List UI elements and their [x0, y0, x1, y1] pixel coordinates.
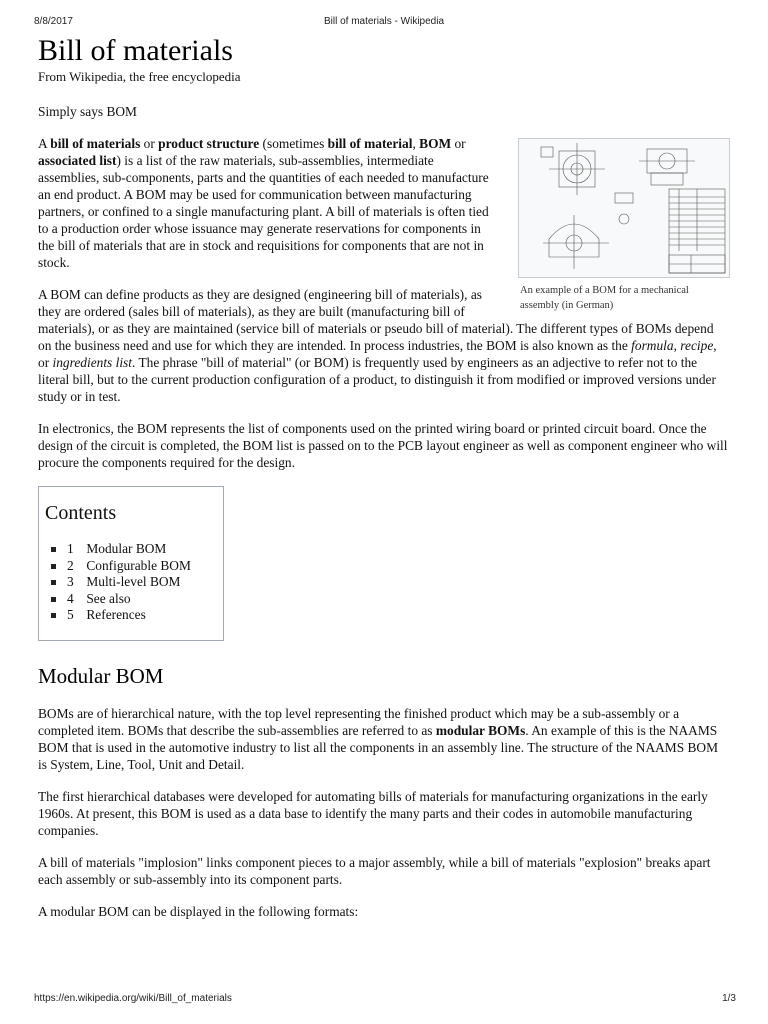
- print-footer: [0, 993, 768, 1007]
- print-url: https://en.wikipedia.org/wiki/Bill_of_materials: [34, 993, 232, 1004]
- print-header: [0, 16, 768, 30]
- intro-paragraph-2: A BOM can define products as they are designed (engineering bill of materials), as they are ordered (sales bill of materials), as they are built (manufacturing bill of materials), or as they are maintained (service bill of materials or pseudo bill of material). The different types of BOMs depend on the business need and use for which they are intended. In process industries, the BOM is also known as the formula, recipe, or ingredients list. The phrase "bill of material" (or BOM) is frequently used by engineers as an adjective to refer not to the literal bill, but to the current production configuration of a product, to distinguish it from modified or improved versions under study or in test.: [38, 287, 717, 404]
- bold-term: bill of material: [327, 136, 413, 151]
- figure-caption: An example of a BOM for a mechanical assembly (in German): [520, 285, 689, 311]
- bullet-icon: [51, 547, 56, 552]
- toc-item-modular-bom[interactable]: 1 Modular BOM: [67, 541, 217, 558]
- bold-term: bill of materials: [50, 136, 141, 151]
- bullet-icon: [51, 564, 56, 569]
- intro-paragraph-3: In electronics, the BOM represents the list of components used on the printed wiring board or printed circuit board. Once the design of the circuit is completed, the BOM list is passed on to the PCB layout engineer as well as component engineer who will procure the components required for the design.: [38, 421, 728, 470]
- bold-term: product structure: [158, 136, 260, 151]
- page-title: Bill of materials: [38, 34, 233, 67]
- print-page-number: 1/3: [722, 993, 736, 1004]
- modular-paragraph-3: A bill of materials "implosion" links component pieces to a major assembly, while a bill of materials "explosion" breaks apart each assembly or sub-assembly into its component parts.: [38, 854, 711, 887]
- article-content: [38, 34, 730, 935]
- technical-drawing-icon: [519, 139, 729, 277]
- italic-term: recipe: [680, 338, 714, 353]
- bullet-icon: [51, 580, 56, 585]
- bom-figure: [518, 138, 730, 313]
- italic-term: ingredients list: [52, 355, 132, 370]
- toc-list: [45, 541, 217, 624]
- print-page-title: Bill of materials - Wikipedia: [323, 16, 445, 27]
- modular-paragraph-4: A modular BOM can be displayed in the following formats:: [38, 903, 359, 919]
- bullet-icon: [51, 597, 56, 602]
- toc-title: Contents: [45, 502, 117, 524]
- simply-says-paragraph: Simply says BOM: [38, 104, 137, 119]
- tagline: From Wikipedia, the free encyclopedia: [38, 69, 241, 84]
- toc-item-configurable-bom[interactable]: 2 Configurable BOM: [67, 558, 217, 575]
- table-of-contents: [38, 486, 224, 641]
- modular-paragraph-2: The first hierarchical databases were developed for automating bills of materials for manufacturing organizations in the early 1960s. At present, this BOM is used as a data base to identify the many parts and their codes in automobile manufacturing companies.: [38, 788, 708, 838]
- toc-item-see-also[interactable]: 4 See also: [67, 591, 217, 608]
- bold-term: associated list: [38, 153, 117, 168]
- intro-paragraph-1: A bill of materials or product structure (sometimes bill of material, BOM or associated list) is a list of the raw materials, sub-assemblies, intermediate assemblies, sub-components, parts and the quantities of each needed to manufacture an end product. A BOM may be used for communication between manufacturing partners, or confined to a single manufacturing plant. A bill of materials is often tied to a production order whose issuance may generate reservations for components in the bill of materials that are in stock and requisitions for components that are not in stock.: [38, 136, 489, 270]
- section-heading-modular-bom: Modular BOM: [38, 663, 164, 688]
- bom-drawing-image[interactable]: [518, 138, 730, 278]
- italic-term: formula: [631, 338, 674, 353]
- bold-term: BOM: [419, 136, 452, 151]
- modular-paragraph-1: BOMs are of hierarchical nature, with the top level representing the finished product which may be a sub-assembly or a completed item. BOMs that describe the sub-assemblies are referred to as modular BOMs. An example of this is the NAAMS BOM that is used in the automotive industry to list all the components in an assembly line. The structure of the NAAMS BOM is System, Line, Tool, Unit and Detail.: [38, 705, 718, 772]
- bold-term: modular BOMs: [435, 722, 526, 738]
- toc-item-multi-level-bom[interactable]: 3 Multi-level BOM: [67, 574, 217, 591]
- toc-item-references[interactable]: 5 References: [67, 607, 217, 624]
- bullet-icon: [51, 613, 56, 618]
- print-date: 8/8/2017: [34, 16, 73, 27]
